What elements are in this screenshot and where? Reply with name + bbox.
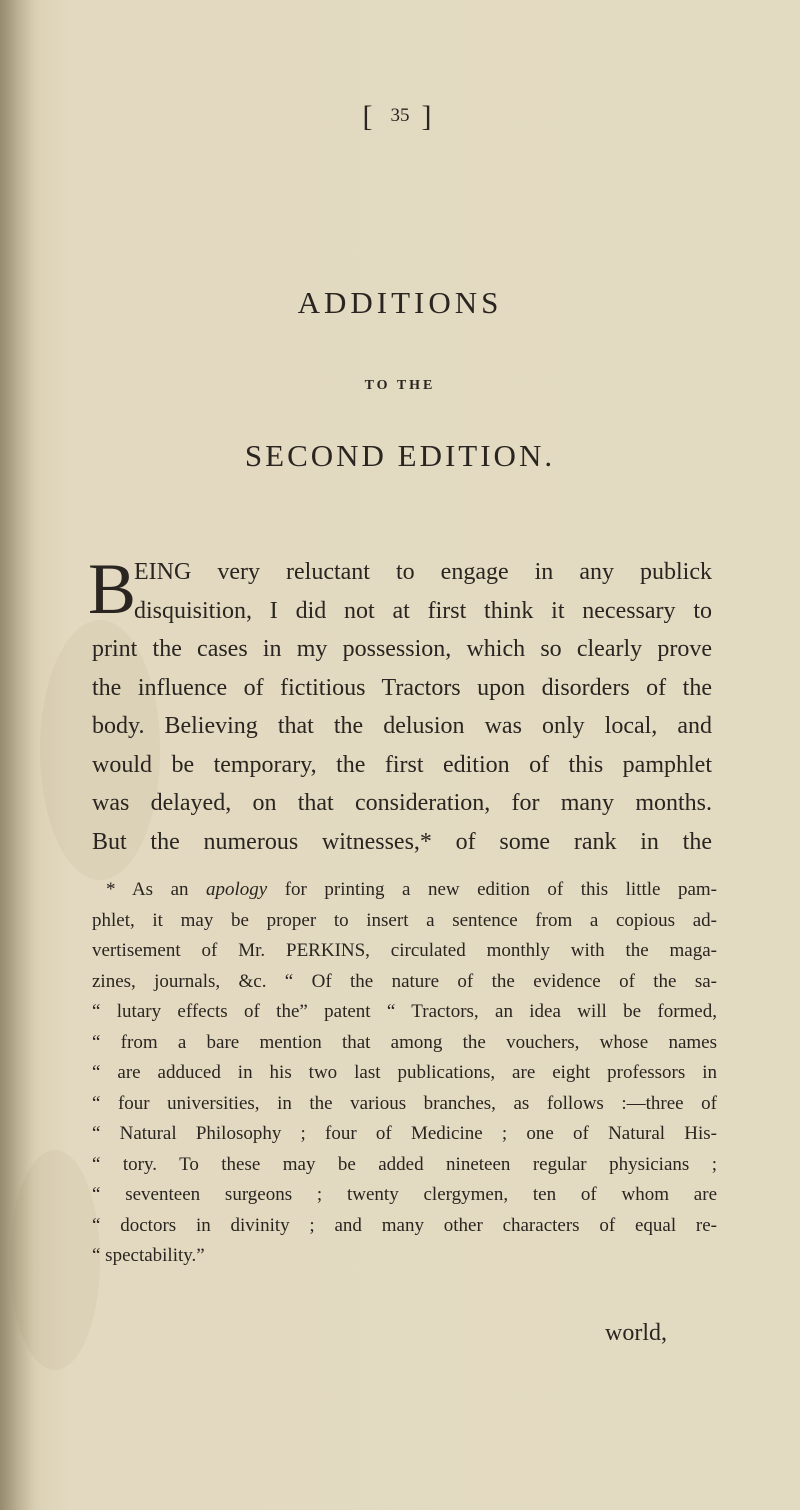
body-paragraph <box>88 549 712 861</box>
footnote-line: “ seventeen surgeons ; twenty clergymen, ten of whom are <box>92 1184 717 1205</box>
footnote-line: “ Natural Philosophy ; four of Medicine ; one of Natural His- <box>92 1123 717 1144</box>
footnote-line: “ four universities, in the various branches, as follows :—three of <box>92 1092 717 1114</box>
catchword: world, <box>605 1320 667 1346</box>
footnote-lead: As an <box>131 879 189 900</box>
drop-cap: B <box>88 549 137 629</box>
body-line: disquisition, I did not at first think it necessary to <box>134 597 712 624</box>
body-line: would be temporary, the first edition of this pamphlet <box>92 751 712 778</box>
section-connector: TO THE <box>364 378 436 393</box>
body-line: print the cases in my possession, which so clearly prove <box>92 636 712 662</box>
body-line: body. Believing that the delusion was only local, and <box>92 713 712 739</box>
page-number-value: 35 <box>390 105 410 126</box>
paper-stain <box>10 1150 100 1370</box>
footnote-lead-rest: for printing a new edition of this little pam- <box>284 879 717 900</box>
body-line: the influence of fictitious Tractors upon disorders of the <box>92 674 712 701</box>
body-line: But the numerous witnesses,* of some rank in the <box>92 828 712 855</box>
body-line: was delayed, on that consideration, for many months. <box>92 790 712 816</box>
footnote-italic-word: apology <box>206 879 268 900</box>
footnote-line: “ are adduced in his two last publications, are eight professors in <box>92 1062 717 1083</box>
page-number-open-bracket: [ <box>362 100 379 133</box>
section-title: ADDITIONS <box>297 285 503 320</box>
page-number <box>0 100 800 134</box>
footnote-line: “ spectability.” <box>92 1245 205 1266</box>
footnote-line: vertisement of Mr. PERKINS, circulated monthly with the maga- <box>92 940 717 961</box>
footnote-line: “ doctors in divinity ; and many other characters of equal re- <box>92 1214 717 1236</box>
footnote-line: “ tory. To these may be added nineteen regular physicians ; <box>92 1153 717 1175</box>
body-line: EING very reluctant to engage in any publick <box>134 559 712 585</box>
footnote-first-line <box>92 875 717 906</box>
page-number-close-bracket: ] <box>421 100 438 133</box>
footnote <box>92 875 717 1272</box>
footnote-line: “ lutary effects of the” patent “ Tractors, an idea will be formed, <box>92 1001 717 1022</box>
footnote-marker: * <box>106 879 116 900</box>
footnote-line: phlet, it may be proper to insert a sentence from a copious ad- <box>92 909 717 931</box>
footnote-line: “ from a bare mention that among the vouchers, whose names <box>92 1031 717 1053</box>
section-subtitle: SECOND EDITION. <box>244 438 556 473</box>
footnote-line: zines, journals, &c. “ Of the nature of the evidence of the sa- <box>92 970 717 992</box>
